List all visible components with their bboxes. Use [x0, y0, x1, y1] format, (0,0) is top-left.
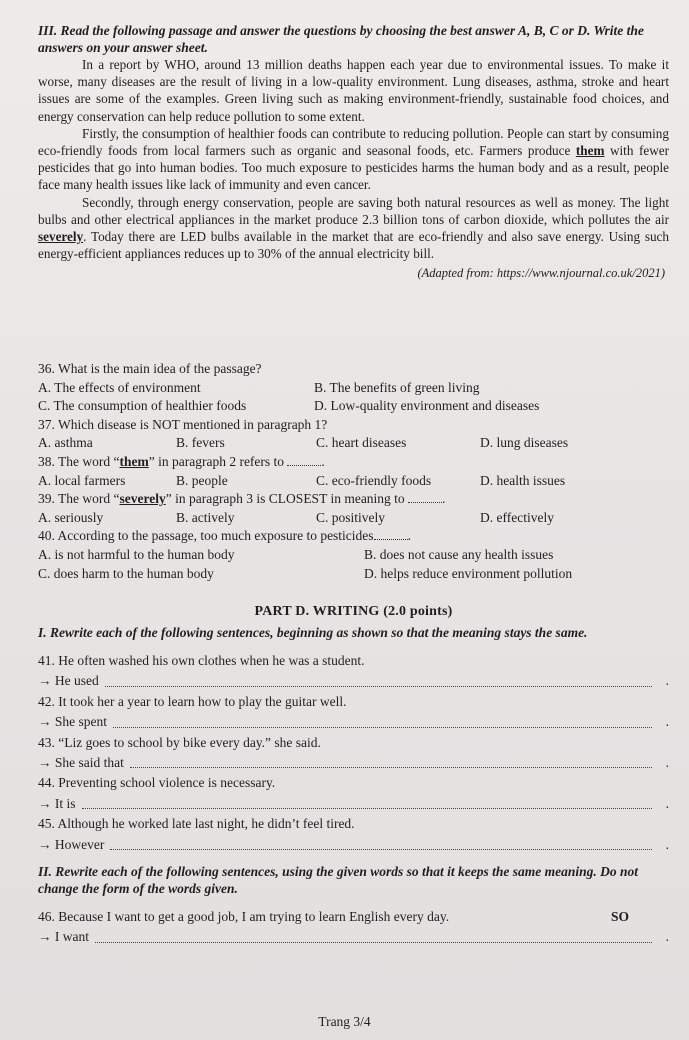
passage-source: (Adapted from: https://www.njournal.co.uk/2021) — [417, 266, 665, 281]
writing-instruction-1: I. Rewrite each of the following sentences, beginning as shown so that the meaning stays the same. — [38, 625, 588, 640]
paragraph-2-text-a: Firstly, the consumption of healthier foods can contribute to reducing pollution. People can start by consuming eco-friendly foods from local farmers such as organic and seasonal foods, etc. Farmers produce — [38, 125, 669, 159]
paragraph-3-text-a: Secondly, through energy conservation, people are saving both natural resources as well as money. The light bulbs and other electrical appliances in the market produce 2.3 billion tons of carbon dioxide, which pollutes the air — [38, 194, 669, 227]
answer-line[interactable] — [82, 807, 652, 809]
answer-blank — [408, 502, 442, 503]
item-answer-prompt: → She spent — [38, 714, 107, 730]
answer-line[interactable] — [113, 726, 652, 728]
item-answer-prompt: → She said that — [38, 755, 124, 771]
item-46: 46. Because I want to get a good job, I am trying to learn English every day. SO → I want . — [38, 907, 669, 948]
passage-paragraph-3 — [38, 194, 669, 263]
item-question: 45. Although he worked late last night, he didn’t feel tired. — [38, 816, 355, 832]
rewrite-items — [38, 651, 669, 855]
option-b: B. fevers — [176, 435, 225, 451]
item-question: 41. He often washed his own clothes when he was a student. — [38, 653, 365, 668]
answer-line[interactable] — [130, 766, 652, 768]
question-40: 40. According to the passage, too much exposure to pesticides . A. is not harmful to the human body B. does not cause any health issues C. does harm to the human body D. helps reduce environment pollution — [38, 527, 669, 583]
answer-line[interactable] — [110, 848, 651, 850]
answer-line[interactable] — [105, 685, 652, 687]
option-a: A. seriously — [38, 509, 104, 525]
option-a: A. is not harmful to the human body — [38, 546, 235, 562]
given-word: SO — [610, 909, 629, 925]
question-stem-b: ” in paragraph 2 refers to — [148, 453, 285, 469]
question-37 — [38, 416, 669, 453]
page-number: Trang 3/4 — [318, 1014, 371, 1029]
item-43: 43. “Liz goes to school by bike every day.” she said. → She said that . — [38, 733, 669, 774]
reading-section — [38, 22, 669, 281]
option-a: A. asthma — [38, 435, 93, 451]
writing-section — [38, 598, 669, 948]
highlighted-word-severely: severely — [38, 229, 84, 245]
question-stem: 36. What is the main idea of the passage? — [38, 361, 262, 376]
item-44: 44. Preventing school violence is necessary. → It is . — [38, 773, 669, 814]
option-c: C. positively — [316, 509, 386, 525]
item-41: 41. He often washed his own clothes when he was a student. → He used . — [38, 651, 669, 692]
answer-blank — [374, 539, 408, 540]
question-stem-a: 39. The word “ — [38, 491, 120, 507]
item-42: 42. It took her a year to learn how to play the guitar well. → She spent . — [38, 692, 669, 733]
passage-paragraph-1 — [38, 56, 669, 125]
question-38: 38. The word “them” in paragraph 2 refers to . A. local farmers B. people C. eco-friendly foods D. health issues — [38, 453, 669, 490]
option-c: C. eco-friendly foods — [316, 472, 432, 488]
paragraph-1-text: In a report by WHO, around 13 million deaths happen each year due to environmental issues. To make it worse, many diseases are the result of living in a low-quality environment. Lung diseases, asthma, stroke and heart issues are some of the examples. Green living such as making environment-friendly, sustainable food choices, and energy conservation can help reduce pollution to some extent. — [38, 57, 669, 124]
answer-line[interactable] — [95, 941, 652, 943]
paragraph-3-text-b: . Today there are LED bulbs available in the market that are eco-friendly and also save energy. Using such energy-efficient appliances reduces up to 30% of the annual electricity bill. — [38, 229, 669, 262]
item-question: 42. It took her a year to learn how to play the guitar well. — [38, 693, 347, 709]
answer-blank — [287, 465, 321, 466]
option-b: B. actively — [176, 509, 235, 525]
highlighted-word-them: them — [575, 143, 605, 159]
item-answer-prompt: → He used — [38, 673, 99, 689]
option-a: A. The effects of environment — [38, 379, 201, 395]
question-stem-word: severely — [119, 491, 166, 507]
question-39: 39. The word “severely” in paragraph 3 is CLOSEST in meaning to . A. seriously B. actively C. positively D. effectively — [38, 490, 669, 527]
item-answer-prompt: → It is — [38, 795, 76, 811]
question-stem: 40. According to the passage, too much exposure to pesticides — [38, 528, 374, 544]
item-answer-prompt: → I want — [38, 929, 89, 945]
item-question: 43. “Liz goes to school by bike every day.” she said. — [38, 734, 321, 750]
option-d: D. health issues — [480, 472, 566, 488]
option-c: C. The consumption of healthier foods — [38, 398, 247, 414]
question-stem-b: ” in paragraph 3 is CLOSEST in meaning to — [165, 491, 405, 507]
writing-instruction-2: II. Rewrite each of the following sentences, using the given words so that it keeps the same meaning. Do not change the form of the words given. — [38, 864, 639, 897]
option-b: B. people — [176, 472, 228, 488]
question-36 — [38, 360, 669, 416]
item-answer-prompt: → However — [38, 836, 105, 852]
passage-paragraph-2 — [38, 125, 669, 194]
option-d: D. Low-quality environment and diseases — [314, 398, 540, 414]
option-b: B. The benefits of green living — [314, 379, 480, 395]
option-d: D. effectively — [480, 509, 554, 525]
option-d: D. helps reduce environment pollution — [364, 565, 573, 581]
item-question: 44. Preventing school violence is necessary. — [38, 775, 276, 791]
paragraph-2-text-b: with fewer pesticides that go into human bodies. Too much exposure to pesticides harms the human body and as a result, people face many health issues like lack of immunity and even cancer. — [38, 143, 669, 193]
part-d-title: PART D. WRITING (2.0 points) — [254, 604, 453, 619]
question-stem-word: them — [119, 453, 149, 469]
option-b: B. does not cause any health issues — [364, 546, 554, 562]
section-instruction: III. Read the following passage and answer the questions by choosing the best answer A, B, C or D. Write the answers on your answer sheet. — [38, 23, 644, 55]
option-c: C. heart diseases — [316, 435, 407, 451]
item-45: 45. Although he worked late last night, he didn’t feel tired. → However . — [38, 814, 669, 855]
item-question: 46. Because I want to get a good job, I am trying to learn English every day. — [38, 909, 450, 925]
question-list — [38, 360, 669, 583]
question-stem: 37. Which disease is NOT mentioned in paragraph 1? — [38, 416, 328, 432]
option-d: D. lung diseases — [480, 435, 569, 451]
option-c: C. does harm to the human body — [38, 565, 214, 581]
option-a: A. local farmers — [38, 472, 126, 488]
question-stem-a: 38. The word “ — [38, 453, 120, 469]
